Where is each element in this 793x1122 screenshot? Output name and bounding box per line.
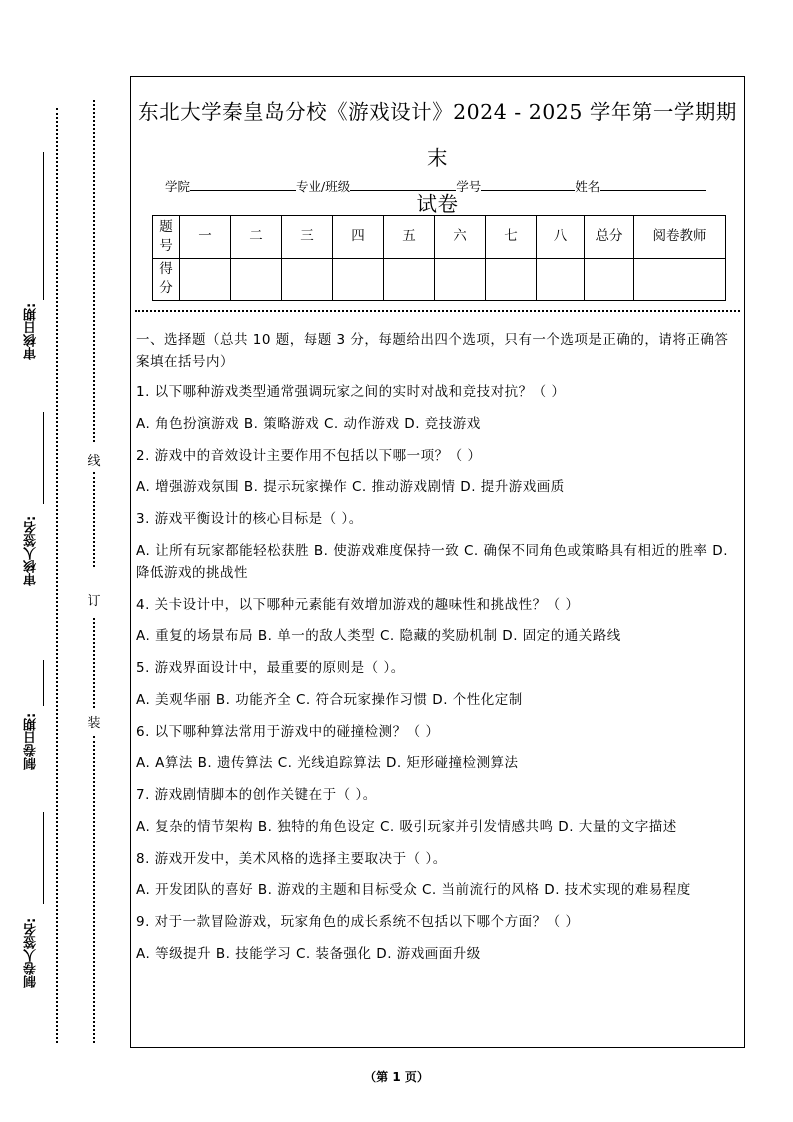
question-8: 8. 游戏开发中，美术风格的选择主要取决于（ ）。 — [136, 850, 447, 867]
question-5: 5. 游戏界面设计中，最重要的原则是（ ）。 — [136, 660, 405, 676]
score-cell[interactable] — [231, 258, 282, 301]
page-number: （第 1 页） — [364, 1070, 429, 1084]
question-4-options: A. 重复的场景布局 B. 单一的敌人类型 C. 隐藏的奖励机制 D. 固定的通关路线 — [136, 628, 621, 644]
section-1-heading: 一、选择题（总共 10 题，每题 3 分，每题给出四个选项，只有一个选项是正确的，请将正确答案填在括号内） — [136, 332, 729, 370]
question-8-options: A. 开发团队的喜好 B. 游戏的主题和目标受众 C. 当前流行的风格 D. 技术实现的难易程度 — [136, 882, 691, 898]
review-date-label: 审核日期: — [24, 302, 39, 360]
name-field[interactable] — [600, 176, 706, 191]
maker-sign-label: 制卷人签名: — [24, 917, 39, 988]
header-cell: 阅卷教师 — [634, 216, 726, 259]
binding-mark-xian: 线 — [87, 454, 101, 469]
question-3-options: A. 让所有玩家都能轻松获胜 B. 使游戏难度保持一致 C. 确保不同角色或策略具有相近的胜率 D. 降低游戏的挑战性 — [136, 542, 728, 581]
question-7: 7. 游戏剧情脚本的创作关键在于（ ）。 — [136, 787, 377, 803]
binding-dotted-line-inner — [93, 472, 95, 567]
question-6-options: A. A算法 B. 遗传算法 C. 光线追踪算法 D. 矩形碰撞检测算法 — [136, 755, 519, 771]
major-class-field[interactable] — [350, 176, 456, 191]
exam-title — [131, 89, 744, 227]
score-cell[interactable] — [333, 258, 384, 301]
major-class-label: 专业/班级 — [296, 179, 351, 194]
binding-mark-zhuang: 装 — [87, 716, 101, 731]
score-label-cell: 得分 — [153, 258, 180, 301]
total-score-cell[interactable] — [585, 258, 634, 301]
student-id-label: 学号 — [456, 179, 482, 194]
header-cell: 六 — [435, 216, 486, 259]
grader-cell[interactable] — [634, 258, 726, 301]
maker-sign-line — [43, 812, 44, 904]
binding-mark-ding: 订 — [87, 594, 101, 609]
exam-frame — [130, 76, 745, 1048]
section-1 — [136, 329, 739, 975]
header-cell: 七 — [486, 216, 537, 259]
question-2: 2. 游戏中的音效设计主要作用不包括以下哪一项？（ ） — [136, 447, 482, 464]
college-field[interactable] — [190, 176, 296, 191]
question-4: 4. 关卡设计中，以下哪种元素能有效增加游戏的趣味性和挑战性？（ ） — [136, 596, 580, 613]
score-cell[interactable] — [282, 258, 333, 301]
binding-dotted-line-outer — [56, 108, 58, 1043]
review-date-line — [43, 152, 44, 300]
reviewer-sign-label: 审核人签名: — [24, 515, 39, 586]
make-date-line — [43, 660, 44, 706]
header-cell: 四 — [333, 216, 384, 259]
separator-dotted-line — [135, 310, 740, 312]
question-6: 6. 以下哪种算法常用于游戏中的碰撞检测？（ ） — [136, 723, 440, 740]
student-id-field[interactable] — [481, 176, 575, 191]
question-1-options: A. 角色扮演游戏 B. 策略游戏 C. 动作游戏 D. 竞技游戏 — [136, 415, 481, 432]
student-info-row — [165, 176, 706, 195]
header-cell: 二 — [231, 216, 282, 259]
header-cell: 总分 — [585, 216, 634, 259]
header-cell: 三 — [282, 216, 333, 259]
header-cell: 一 — [180, 216, 231, 259]
question-2-options: A. 增强游戏氛围 B. 提示玩家操作 C. 推动游戏剧情 D. 提升游戏画质 — [136, 479, 565, 495]
score-table-header-row — [153, 216, 726, 259]
reviewer-sign-line — [43, 412, 44, 504]
question-3: 3. 游戏平衡设计的核心目标是（ ）。 — [136, 511, 363, 527]
score-table-score-row — [153, 258, 726, 301]
question-9: 9. 对于一款冒险游戏，玩家角色的成长系统不包括以下哪个方面？（ ） — [136, 914, 580, 930]
score-cell[interactable] — [180, 258, 231, 301]
score-cell[interactable] — [486, 258, 537, 301]
header-cell: 五 — [384, 216, 435, 259]
score-cell[interactable] — [537, 258, 585, 301]
score-cell[interactable] — [384, 258, 435, 301]
binding-dotted-line-inner — [93, 100, 95, 442]
college-label: 学院 — [165, 179, 191, 194]
score-cell[interactable] — [435, 258, 486, 301]
score-table — [152, 215, 726, 301]
question-9-options: A. 等级提升 B. 技能学习 C. 装备强化 D. 游戏画面升级 — [136, 945, 481, 962]
make-date-label: 制卷日期: — [24, 712, 39, 770]
question-7-options: A. 复杂的情节架构 B. 独特的角色设定 C. 吸引玩家并引发情感共鸣 D. 大量的文字描述 — [136, 818, 677, 835]
header-label-cell: 题号 — [153, 216, 180, 259]
question-1: 1. 以下哪种游戏类型通常强调玩家之间的实时对战和竞技对抗？（ ） — [136, 384, 566, 400]
binding-dotted-line-inner — [93, 618, 95, 708]
header-cell: 八 — [537, 216, 585, 259]
binding-dotted-line-inner — [93, 736, 95, 1043]
name-label: 姓名 — [575, 179, 601, 194]
title-line-2: 试卷 — [416, 192, 459, 216]
title-line-1: 东北大学秦皇岛分校《游戏设计》2024 - 2025 学年第一学期期末 — [138, 100, 737, 170]
question-5-options: A. 美观华丽 B. 功能齐全 C. 符合玩家操作习惯 D. 个性化定制 — [136, 691, 523, 708]
